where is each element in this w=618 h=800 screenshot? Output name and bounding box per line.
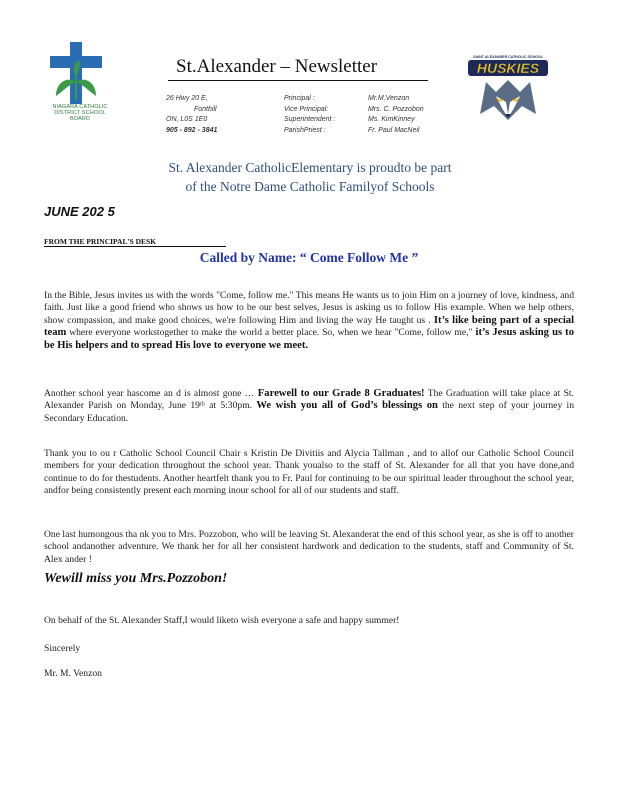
- paragraph-text: Another school year hascome an d is almost gone …: [44, 388, 255, 399]
- niagara-catholic-logo-text: [44, 104, 116, 122]
- paragraph-graduation: [44, 388, 574, 425]
- huskies-logo: [466, 52, 550, 122]
- paragraph-emphasis: it’s Jesus asking us to be His helpers and to spread His love to everyone we meet.: [44, 327, 574, 351]
- principals-desk-label: FROM THE PRINCIPAL'S DESK: [44, 237, 157, 246]
- staff-label: Vice Principal:: [284, 105, 329, 113]
- paragraph-emphasis: We wish you all of God’s blessings on: [252, 400, 438, 412]
- paragraph-text: In the Bible, Jesus invites us with the words "Come, follow me." This means He wants us to join Him on a journey of love, kindness, and faith. Just like a good friend who shows us how to be our best selves, Jesus is asking us to follow His example. When we help others, show compassion, and make good choices, we're following Him and living the way He taught us .: [44, 290, 574, 326]
- address-line1: 26 Hwy 20 E,: [166, 95, 208, 102]
- sign-off: Sincerely: [44, 643, 81, 654]
- paragraph-thanks: Thank you to ou r Catholic School Council Chair s Kristin De Divitiis and Alycia Tallman , and to allof our Catholic School Council members for your dedication throughout the school year. Thank youalso to the staff of St. Alexander for all that you have done,and continue to do for thestudents. Another heartfelt thank you to Fr. Paul for continuing to be our spiritual leader throughout the school year, andfor being consistently present each morning inour school for all of our students and staff.: [44, 448, 574, 497]
- staff-name: Ms. KimKinney: [368, 116, 415, 123]
- principals-desk-underline: [44, 246, 226, 247]
- school-tagline: [40, 158, 580, 196]
- staff-name: Mrs. C. Pozzobon: [368, 105, 424, 113]
- staff-names: [368, 94, 424, 136]
- paragraph-text: The Graduation will take place at St. Alexander Parish on Monday, June 19ᵗʰ at 5:30pm.: [44, 388, 574, 412]
- miss-you-line: Wewill miss you Mrs.Pozzobon!: [44, 571, 228, 586]
- staff-label: Superintendent :: [284, 116, 336, 123]
- staff-label: Principal :: [284, 95, 315, 102]
- staff-label: ParishPriest :: [284, 126, 326, 134]
- school-address: [166, 94, 217, 136]
- paragraph-emphasis: It’s like being part of a special team: [44, 314, 575, 339]
- tagline-line2: of the Notre Dame Catholic Familyof Schools: [185, 179, 435, 194]
- staff-name: Mr.M.Venzon: [368, 95, 410, 102]
- address-line3: ON, L0S 1E0: [166, 116, 208, 123]
- huskies-word: HUSKIES: [476, 60, 540, 76]
- paragraph-farewell: One last humongous tha nk you to Mrs. Pozzobon, who will be leaving St. Alexanderat the end of this school year, as she is off to another school andanother adventure. We thank her for all her consistent hardwork and dedication to the students, staff and Community of St. Alex ander !: [44, 529, 574, 565]
- huskies-arc-text: SAINT ALEXANDER CATHOLIC SCHOOL: [473, 55, 543, 59]
- paragraph-text: where everyone workstogether to make the world a better place. So, when we hear "Come, follow me,": [66, 327, 473, 339]
- paragraph-closing: On behalf of the St. Alexander Staff,I would liketo wish everyone a safe and happy summer!: [44, 615, 400, 626]
- section-heading: Called by Name: “ Come Follow Me ”: [199, 250, 419, 265]
- paragraph-emphasis: Farewell to our Grade 8 Graduates!: [254, 388, 425, 399]
- newsletter-date: JUNE 202 5: [44, 204, 115, 219]
- tagline-line1: St. Alexander CatholicElementary is proudto be part: [168, 160, 452, 175]
- niagara-catholic-cross-logo: [50, 42, 102, 104]
- logo-org-line1: NIAGARA CATHOLIC: [52, 104, 108, 110]
- staff-name: Fr. Paul MacNeil: [368, 126, 420, 134]
- signature-name: Mr. M. Venzon: [44, 668, 102, 679]
- address-phone: 905 - 892 - 3841: [166, 126, 218, 134]
- address-line2: Fonthill: [194, 105, 217, 113]
- paragraph-text: the next step of your journey in Secondary Education.: [44, 400, 574, 424]
- staff-labels: [284, 94, 335, 136]
- title-underline: [168, 80, 428, 81]
- newsletter-title: St.Alexander – Newsletter: [176, 56, 378, 77]
- logo-org-line2: DISTRICT SCHOOL BOARD: [54, 110, 106, 122]
- paragraph-bible: [44, 290, 574, 352]
